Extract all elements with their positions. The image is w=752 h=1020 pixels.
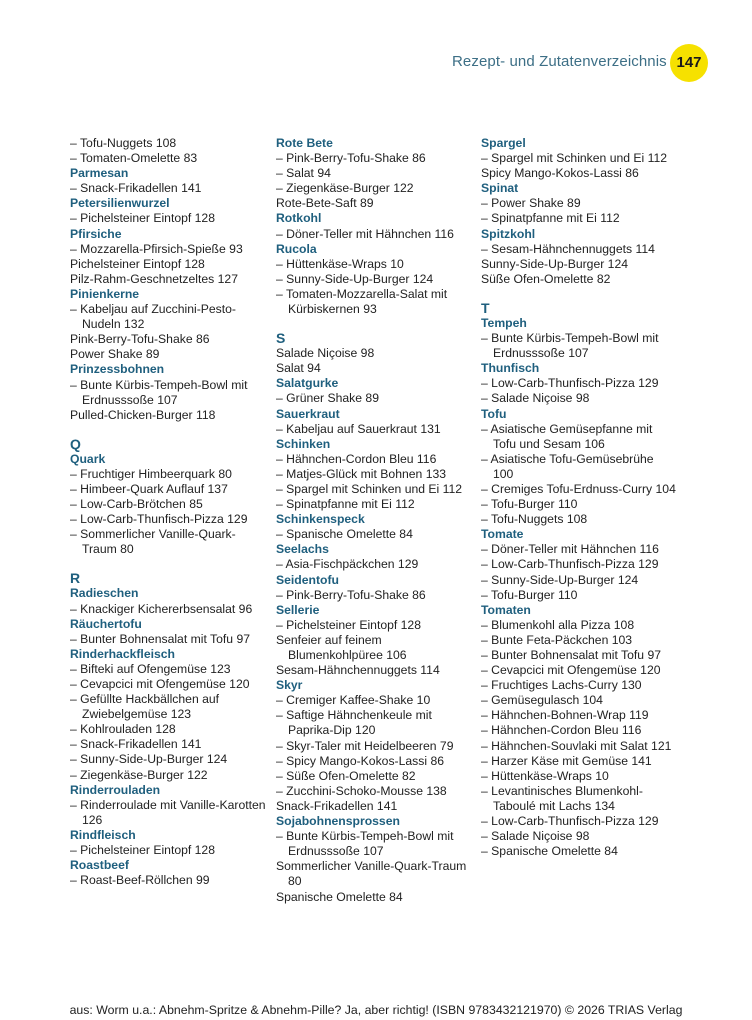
index-subentry: – Pink-Berry-Tofu-Shake 86 [276,587,426,602]
index-subentry: – Zucchini-Schoko-Mousse 138 [276,783,447,798]
index-heading: Salatgurke [276,376,339,391]
index-entry: Pulled-Chicken-Burger 118 [70,407,216,422]
index-subentry: – Süße Ofen-Omelette 82 [276,768,416,783]
index-heading: Tomaten [481,602,531,617]
index-entry: Salat 94 [276,361,321,376]
index-subentry: – Salat 94 [276,166,331,181]
index-subentry: – Cremiges Tofu-Erdnuss-Curry 104 [481,481,676,496]
index-entry: Snack-Frikadellen 141 [276,798,398,813]
index-subentry: – Kabeljau auf Sauerkraut 131 [276,421,441,436]
index-subentry: – Tomaten-Omelette 83 [70,151,198,166]
index-subentry: – Snack-Frikadellen 141 [70,181,202,196]
index-heading: Spitzkohl [481,226,536,241]
index-subentry: – Grüner Shake 89 [276,391,379,406]
index-subentry: – Sunny-Side-Up-Burger 124 [481,572,639,587]
index-heading: Tofu [481,406,507,421]
index-heading: Spinat [481,181,519,196]
index-subentry: – Gemüsegulasch 104 [481,693,603,708]
index-heading: Tempeh [481,315,527,330]
index-subentry: – Snack-Frikadellen 141 [70,737,202,752]
index-subentry: – Spargel mit Schinken und Ei 112 [276,481,463,496]
index-heading: Pfirsiche [70,226,122,241]
index-heading: Quark [70,451,106,466]
index-subentry: – Blumenkohl alla Pizza 108 [481,617,635,632]
index-subentry: – Hüttenkäse-Wraps 10 [481,768,609,783]
index-heading: Parmesan [70,166,129,181]
index-heading: Schinken [276,436,331,451]
index-subentry: – Salade Niçoise 98 [481,829,590,844]
index-entry: Spanische Omelette 84 [276,889,403,904]
index-heading: Rinderhackfleisch [70,646,175,661]
index-subentry: – Low-Carb-Thunfisch-Pizza 129 [70,512,248,527]
index-entry: Salade Niçoise 98 [276,346,375,361]
index-subentry: – Fruchtiger Himbeerquark 80 [70,466,232,481]
index-heading: Petersilienwurzel [70,196,170,211]
index-subentry: – Sunny-Side-Up-Burger 124 [70,752,228,767]
index-subentry: – Sesam-Hähnchennuggets 114 [481,241,655,256]
index-letter: T [481,299,490,316]
index-subentry: – Asiatische Gemüsepfanne mit Tofu und Sesam 106 [481,421,653,451]
index-column-1 [70,136,266,888]
index-subentry: – Fruchtiges Lachs-Curry 130 [481,678,642,693]
index-heading: Rotkohl [276,211,322,226]
index-letter: Q [70,435,81,452]
index-column-2 [276,136,472,905]
index-subentry: – Cevapcici mit Ofengemüse 120 [481,663,661,678]
index-subentry: – Roast-Beef-Röllchen 99 [70,873,210,888]
index-entry: Pichelsteiner Eintopf 128 [70,256,205,271]
index-subentry: – Bunte Kürbis-Tempeh-Bowl mit Erdnusssoße 107 [481,331,659,361]
index-heading: Sauerkraut [276,406,340,421]
index-subentry: – Döner-Teller mit Hähnchen 116 [276,226,454,241]
index-heading: Rinderrouladen [70,782,161,797]
index-heading: Roastbeef [70,858,129,873]
index-subentry: – Tomaten-Mozzarella-Salat mit Kürbiskernen 93 [276,286,448,317]
index-subentry: – Hähnchen-Cordon Bleu 116 [276,451,437,466]
index-entry: Pink-Berry-Tofu-Shake 86 [70,332,210,347]
index-subentry: – Cremiger Kaffee-Shake 10 [276,693,431,708]
index-subentry: – Pichelsteiner Eintopf 128 [276,617,421,632]
index-heading: Räuchertofu [70,616,142,631]
index-heading: Seelachs [276,542,329,557]
index-entry: Sesam-Hähnchennuggets 114 [276,663,440,678]
running-header-title: Rezept- und Zutatenverzeichnis [452,53,667,70]
index-subentry: – Sommerlicher Vanille-Quark-Traum 80 [70,527,236,557]
index-entry: Power Shake 89 [70,347,160,362]
index-subentry: – Low-Carb-Thunfisch-Pizza 129 [481,557,659,572]
index-entry: Spicy Mango-Kokos-Lassi 86 [481,166,639,181]
index-subentry: – Kohlrouladen 128 [70,722,176,737]
index-subentry: – Pink-Berry-Tofu-Shake 86 [276,151,426,166]
index-subentry: – Bunte Kürbis-Tempeh-Bowl mit Erdnusssoße 107 [70,377,248,407]
index-heading: Pinienkerne [70,286,140,301]
index-heading: Tomate [481,527,524,542]
index-subentry: – Kabeljau auf Zucchini-Pesto-Nudeln 132 [70,302,236,332]
index-subentry: – Tofu-Nuggets 108 [70,136,177,150]
index-entry: Sunny-Side-Up-Burger 124 [481,256,629,271]
index-subentry: – Skyr-Taler mit Heidelbeeren 79 [276,738,454,753]
index-subentry: – Spanische Omelette 84 [481,844,618,859]
index-subentry: – Power Shake 89 [481,196,581,211]
index-subentry: – Saftige Hähnchenkeule mit Paprika-Dip 120 [276,708,432,738]
index-heading: Seidentofu [276,572,339,587]
index-entry: Süße Ofen-Omelette 82 [481,271,611,286]
index-subentry: – Asia-Fischpäckchen 129 [276,557,419,572]
index-letter: S [276,330,286,347]
index-subentry: – Bunte Feta-Päckchen 103 [481,632,633,647]
index-subentry: – Spinatpfanne mit Ei 112 [276,497,415,512]
page-number-badge: 147 [670,44,708,82]
index-entry: Sommerlicher Vanille-Quark-Traum 80 [276,859,467,889]
index-heading: Rote Bete [276,136,333,150]
index-entry: Rote-Bete-Saft 89 [276,196,374,211]
index-subentry: – Sunny-Side-Up-Burger 124 [276,271,434,286]
index-heading: Spargel [481,136,526,150]
index-subentry: – Harzer Käse mit Gemüse 141 [481,753,652,768]
index-subentry: – Spinatpfanne mit Ei 112 [481,211,620,226]
index-subentry: – Himbeer-Quark Auflauf 137 [70,481,228,496]
index-heading: Skyr [276,678,303,693]
index-heading: Radieschen [70,586,139,601]
index-subentry: – Bifteki auf Ofengemüse 123 [70,661,231,676]
index-column-3 [481,136,677,859]
index-subentry: – Ziegenkäse-Burger 122 [70,767,208,782]
index-subentry: – Tofu-Burger 110 [481,587,578,602]
index-subentry: – Low-Carb-Thunfisch-Pizza 129 [481,376,659,391]
index-subentry: – Low-Carb-Brötchen 85 [70,497,203,512]
index-subentry: – Spargel mit Schinken und Ei 112 [481,151,668,166]
index-heading: Sojabohnensprossen [276,814,400,829]
index-subentry: – Ziegenkäse-Burger 122 [276,181,414,196]
index-subentry: – Spicy Mango-Kokos-Lassi 86 [276,753,445,768]
index-subentry: – Cevapcici mit Ofengemüse 120 [70,677,250,691]
index-subentry: – Tofu-Burger 110 [481,497,578,512]
index-entry: Pilz-Rahm-Geschnetzeltes 127 [70,271,238,286]
index-heading: Prinzessbohnen [70,362,165,377]
index-subentry: – Hähnchen-Cordon Bleu 116 [481,723,642,738]
index-heading: Rucola [276,241,317,256]
index-heading: Thunfisch [481,361,540,376]
index-subentry: – Bunte Kürbis-Tempeh-Bowl mit Erdnusssoße 107 [276,829,454,859]
index-subentry: – Hähnchen-Bohnen-Wrap 119 [481,708,649,723]
index-subentry: – Gefüllte Hackbällchen auf Zwiebelgemüse 123 [70,692,220,722]
index-subentry: – Mozzarella-Pfirsich-Spieße 93 [70,241,243,256]
index-subentry: – Döner-Teller mit Hähnchen 116 [481,542,659,557]
index-heading: Rindfleisch [70,827,136,842]
index-subentry: – Salade Niçoise 98 [481,391,590,406]
index-subentry: – Matjes-Glück mit Bohnen 133 [276,466,447,481]
index-subentry: – Bunter Bohnensalat mit Tofu 97 [70,631,250,646]
index-subentry: – Bunter Bohnensalat mit Tofu 97 [481,648,661,662]
index-subentry: – Hähnchen-Souvlaki mit Salat 121 [481,738,672,753]
index-subentry: – Pichelsteiner Eintopf 128 [70,843,215,858]
index-letter: R [70,570,81,587]
index-subentry: – Hüttenkäse-Wraps 10 [276,256,404,271]
index-subentry: – Knackiger Kichererbsensalat 96 [70,601,253,616]
index-subentry: – Pichelsteiner Eintopf 128 [70,211,215,226]
index-entry: Senfeier auf feinem Blumenkohlpüree 106 [276,632,407,662]
index-heading: Schinkenspeck [276,512,365,527]
index-heading: Sellerie [276,602,320,617]
footer-credit: aus: Worm u.a.: Abnehm-Spritze & Abnehm-Pille? Ja, aber richtig! (ISBN 9783432121970) © 2026 TRIAS Verlag [69,1003,683,1017]
index-subentry: – Levantinisches Blumenkohl-Taboulé mit Lachs 134 [481,783,643,813]
index-subentry: – Rinderroulade mit Vanille-Karotten 126 [70,797,266,827]
index-subentry: – Tofu-Nuggets 108 [481,512,588,527]
index-subentry: – Low-Carb-Thunfisch-Pizza 129 [481,814,659,829]
index-subentry: – Asiatische Tofu-Gemüsebrühe 100 [481,451,654,481]
index-subentry: – Spanische Omelette 84 [276,527,413,542]
